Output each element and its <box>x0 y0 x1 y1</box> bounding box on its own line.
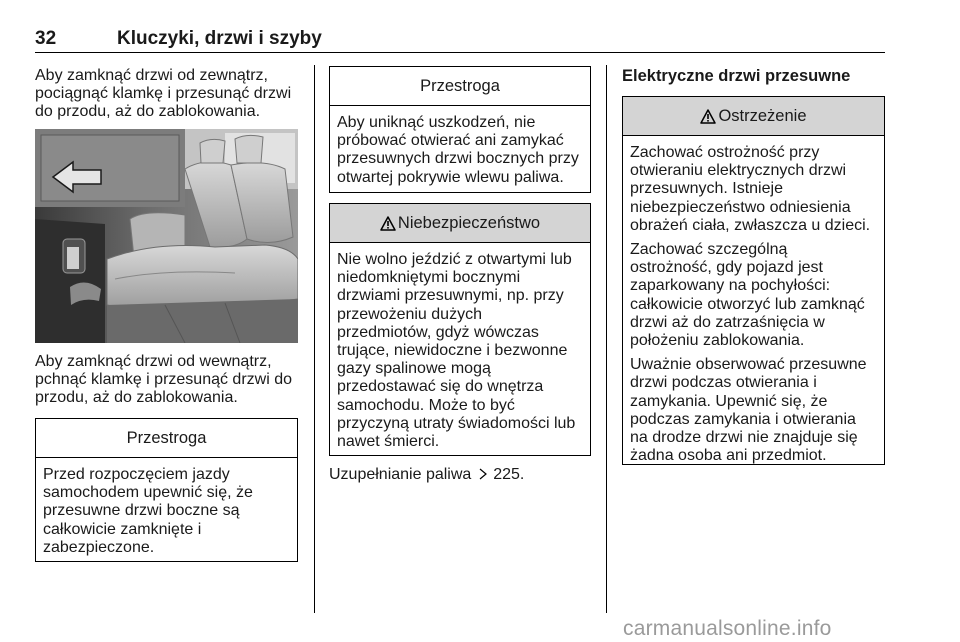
text-line: Zachować ostrożność przy <box>630 144 820 161</box>
text-line: niebezpieczeństwo odniesienia <box>630 198 851 216</box>
page-title: Kluczyki, drzwi i szyby <box>117 28 322 49</box>
text-line: Aby uniknąć uszkodzeń, nie <box>337 114 536 131</box>
text-line: próbować otwierać ani zamykać <box>337 132 564 150</box>
after-image-paragraph <box>35 353 292 407</box>
text-line: samochodem upewnić się, że <box>43 484 253 502</box>
text-line: pociągnąć klamkę i przesunąć drzwi <box>35 85 292 102</box>
text-line: przesuwne drzwi boczne są <box>43 502 240 520</box>
text-line: zaparkowany na pochyłości: <box>630 277 831 295</box>
caution-body <box>36 458 297 557</box>
caution-box-door-closed <box>35 418 298 562</box>
intro-paragraph <box>35 67 291 121</box>
text-line: zamykania. Upewnić się, że <box>630 392 828 410</box>
text-line: przedostawać się do wnętrza <box>337 378 544 396</box>
refuel-reference[interactable] <box>329 466 524 484</box>
warning-paragraph <box>630 241 877 350</box>
refuel-link-text[interactable]: Uzupełnianie paliwa <box>329 466 472 483</box>
text-line: drzwi podczas otwierania i <box>630 374 817 392</box>
text-line: otwartej pokrywie wlewu paliwa. <box>337 168 564 186</box>
text-line: całkowicie zamknięte i <box>43 520 202 538</box>
text-line: drzwi aż do zatrzaśnięcia w <box>630 313 825 331</box>
text-line: Uważnie obserwować przesuwne <box>630 356 867 374</box>
section-title: Elektryczne drzwi przesuwne <box>622 67 851 85</box>
caution-body <box>330 106 590 187</box>
reference-arrow-icon <box>478 468 488 480</box>
text-line: na drodze drzwi nie znajduje się <box>630 429 858 447</box>
caution-title: Przestroga <box>36 419 297 458</box>
warning-paragraph <box>630 356 877 465</box>
caution-title: Przestroga <box>330 67 590 106</box>
warning-box <box>622 96 885 465</box>
text-line: ostrożność, gdy pojazd jest <box>630 259 823 277</box>
sliding-door-interior-image <box>35 129 298 343</box>
refuel-page-number[interactable]: 225. <box>493 466 525 483</box>
page-number: 32 <box>35 28 57 49</box>
warning-triangle-icon <box>700 109 716 124</box>
text-line: położeniu zablokowania. <box>630 332 805 350</box>
text-line: Aby zamknąć drzwi od wewnątrz, <box>35 353 272 370</box>
warning-title: Ostrzeżenie <box>718 106 807 125</box>
text-line: całkowicie otworzyć lub zamknąć <box>630 295 865 313</box>
caution-box-fuel-flap <box>329 66 591 193</box>
text-line: samochodu. Może to być <box>337 396 515 414</box>
warning-triangle-icon <box>380 216 396 231</box>
text-line: nawet śmierci. <box>337 433 440 451</box>
text-line: Przed rozpoczęciem jazdy <box>43 466 230 483</box>
warning-header <box>623 97 884 136</box>
danger-title: Niebezpieczeństwo <box>397 213 541 232</box>
text-line: pchnąć klamkę i przesunąć drzwi do <box>35 371 293 388</box>
text-line: przesuwnych. Istnieje <box>630 180 783 198</box>
text-line: otwieraniu elektrycznych drzwi <box>630 162 847 180</box>
warning-body <box>623 136 884 465</box>
text-line: żadna osoba ani przedmiot. <box>630 447 827 465</box>
text-line: obrażeń ciała, zwłaszcza u dzieci. <box>630 216 871 234</box>
text-line: przesuwnych drzwi bocznych przy <box>337 150 579 168</box>
header-rule <box>35 52 885 53</box>
text-line: przodu, aż do zablokowania. <box>35 389 238 406</box>
danger-box <box>329 203 591 456</box>
text-line: drzwiami przesuwnymi, np. przy <box>337 287 564 305</box>
watermark: carmanualsonline.info <box>623 617 832 640</box>
text-line: zabezpieczone. <box>43 538 155 556</box>
column-divider-2 <box>606 65 607 613</box>
warning-paragraph <box>630 144 877 235</box>
text-line: do przodu, aż do zablokowania. <box>35 103 261 120</box>
danger-body <box>330 243 590 451</box>
page-header <box>35 28 885 50</box>
text-line: Aby zamknąć drzwi od zewnątrz, <box>35 67 268 84</box>
danger-header <box>330 204 590 243</box>
text-line: przyczyną utraty świadomości lub <box>337 414 576 432</box>
column-divider-1 <box>314 65 315 613</box>
text-line: gazy spalinowe mogą <box>337 360 491 378</box>
text-line: przewożeniu dużych <box>337 305 482 323</box>
text-line: trujące, niewidoczne i bezwonne <box>337 342 568 360</box>
text-line: Nie wolno jeździć z otwartymi lub <box>337 251 572 268</box>
text-line: niedomkniętymi bocznymi <box>337 269 521 287</box>
text-line: podczas zamykania i otwierania <box>630 410 856 428</box>
text-line: przedmiotów, gdyż wówczas <box>337 323 539 341</box>
text-line: Zachować szczególną <box>630 241 788 259</box>
